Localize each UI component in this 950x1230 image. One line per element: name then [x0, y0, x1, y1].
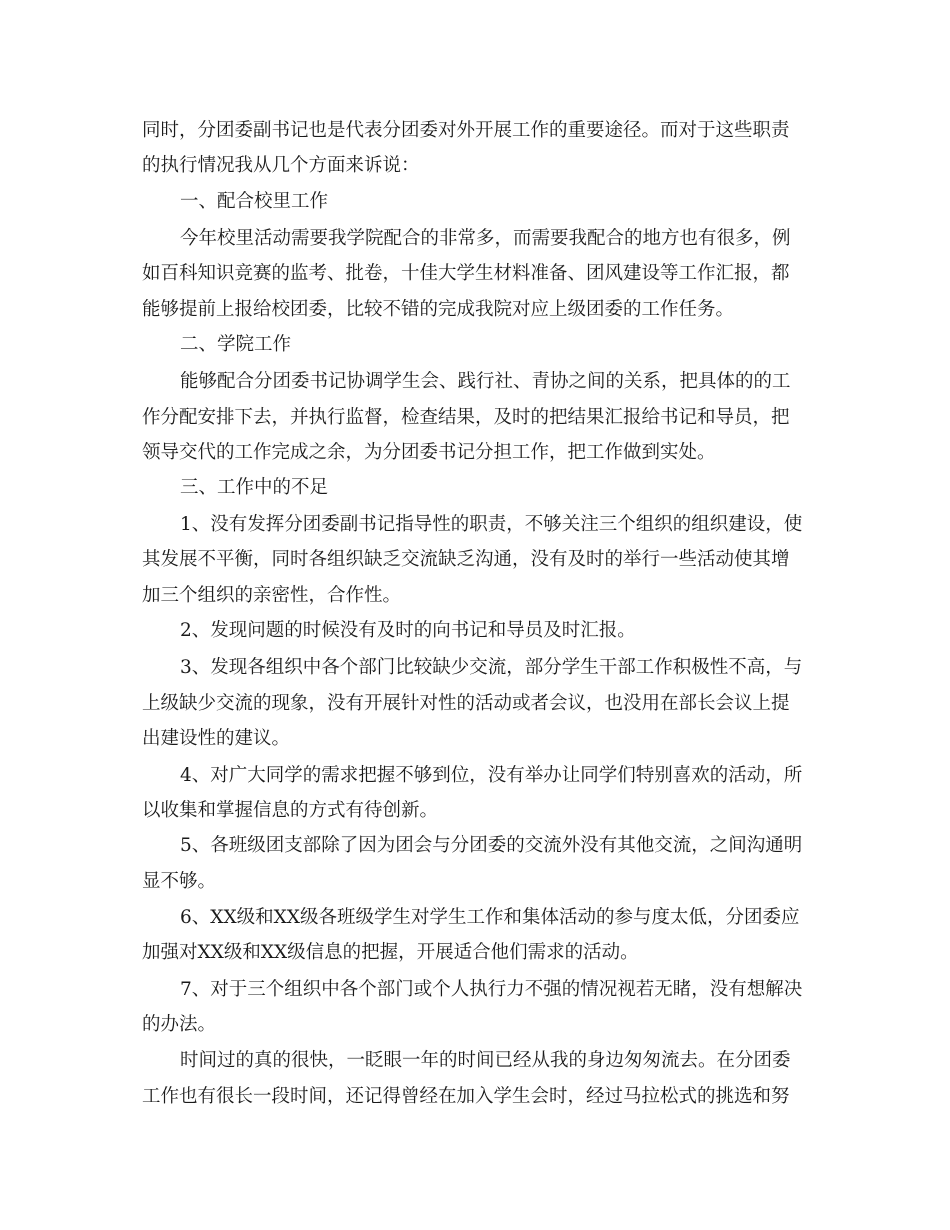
text-line: 3、发现各组织中各个部门比较缺少交流，部分学生干部工作积极性不高，与 [180, 657, 803, 678]
text-line: 今年校里活动需要我学院配合的非常多，而需要我配合的地方也有很多，例 [180, 228, 791, 249]
text-line: 如百科知识竞赛的监考、批卷，十佳大学生材料准备、团风建设等工作汇报，都 [142, 263, 790, 284]
section-heading: 二、学院工作 [180, 334, 292, 355]
text-line: 显不够。 [142, 871, 217, 892]
text-line: 的执行情况我从几个方面来诉说： [142, 155, 420, 176]
text-line: 工作也有很长一段时间，还记得曾经在加入学生会时，经过马拉松式的挑选和努 [142, 1086, 790, 1107]
text-line: 7、对于三个组织中各个部门或个人执行力不强的情况视若无睹，没有想解决 [180, 979, 803, 1000]
text-line: 能够提前上报给校团委，比较不错的完成我院对应上级团委的工作任务。 [142, 299, 735, 320]
section-heading: 三、工作中的不足 [180, 477, 329, 498]
text-line: 上级缺少交流的现象，没有开展针对性的活动或者会议，也没用在部长会议上提 [142, 693, 790, 714]
text-line: 加强对XX级和XX级信息的把握，开展适合他们需求的活动。 [142, 942, 639, 963]
text-line: 1、没有发挥分团委副书记指导性的职责，不够关注三个组织的组织建设，使 [180, 514, 803, 535]
text-line: 以收集和掌握信息的方式有待创新。 [142, 800, 439, 821]
text-line: 2、发现问题的时候没有及时的向书记和导员及时汇报。 [180, 620, 636, 641]
text-line: 6、XX级和XX级各班级学生对学生工作和集体活动的参与度太低，分团委应 [180, 907, 800, 928]
text-line: 其发展不平衡，同时各组织缺乏交流缺乏沟通，没有及时的举行一些活动使其增 [142, 549, 790, 570]
section-heading: 一、配合校里工作 [180, 191, 329, 212]
text-line: 作分配安排下去，并执行监督，检查结果，及时的把结果汇报给书记和导员，把 [142, 407, 790, 428]
text-line: 时间过的真的很快，一眨眼一年的时间已经从我的身边匆匆流去。在分团委 [180, 1050, 791, 1071]
text-line: 的办法。 [142, 1014, 217, 1035]
text-line: 出建设性的建议。 [142, 728, 291, 749]
text-line: 能够配合分团委书记协调学生会、践行社、青协之间的关系，把具体的的工 [180, 371, 791, 392]
text-line: 4、对广大同学的需求把握不够到位，没有举办让同学们特别喜欢的活动，所 [180, 765, 803, 786]
text-line: 同时，分团委副书记也是代表分团委对外开展工作的重要途径。而对于这些职责 [142, 120, 790, 141]
text-line: 加三个组织的亲密性，合作性。 [142, 585, 402, 606]
text-line: 5、各班级团支部除了因为团会与分团委的交流外没有其他交流，之间沟通明 [180, 835, 803, 856]
text-line: 领导交代的工作完成之余，为分团委书记分担工作，把工作做到实处。 [142, 442, 716, 463]
